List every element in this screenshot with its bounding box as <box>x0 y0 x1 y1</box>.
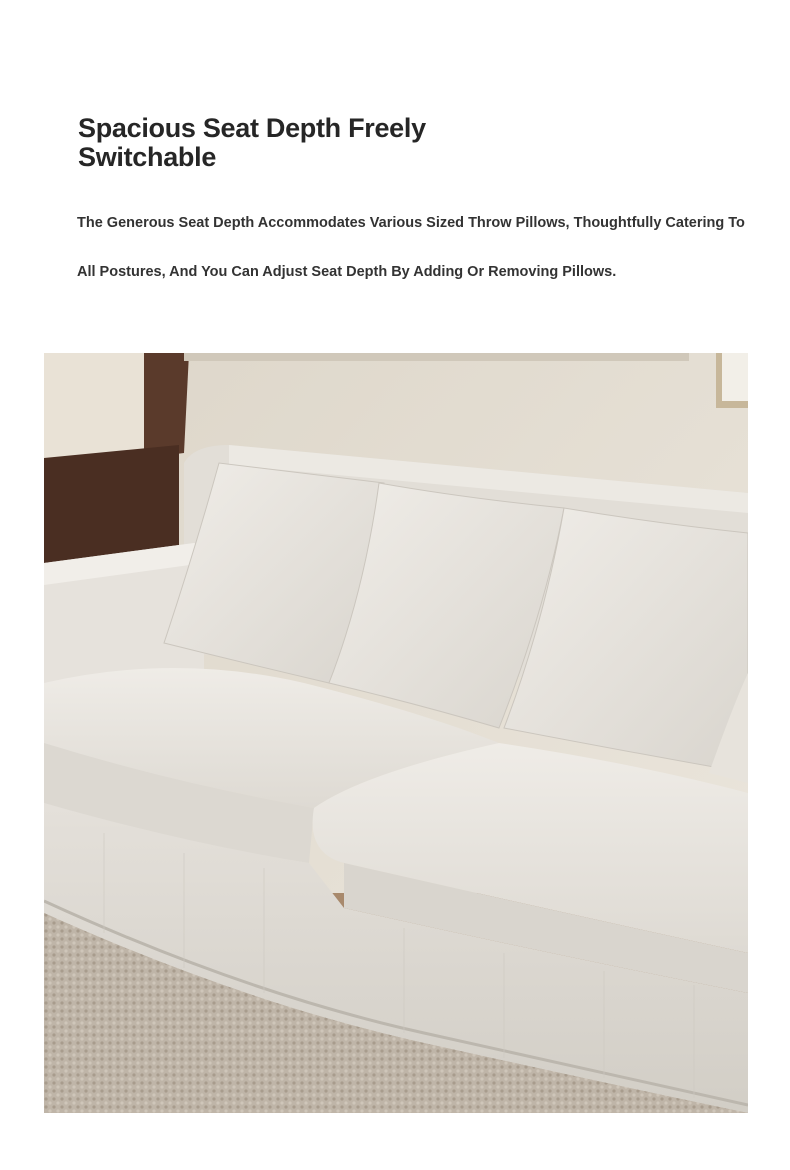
section-heading: Spacious Seat Depth Freely Switchable <box>78 113 426 172</box>
section-description: The Generous Seat Depth Accommodates Various Sized Throw Pillows, Thoughtfully Catering To All Postures, And You Can Adjust Seat Depth By Adding Or Removing Pillows. <box>77 215 745 280</box>
sofa-photo <box>44 353 748 1113</box>
